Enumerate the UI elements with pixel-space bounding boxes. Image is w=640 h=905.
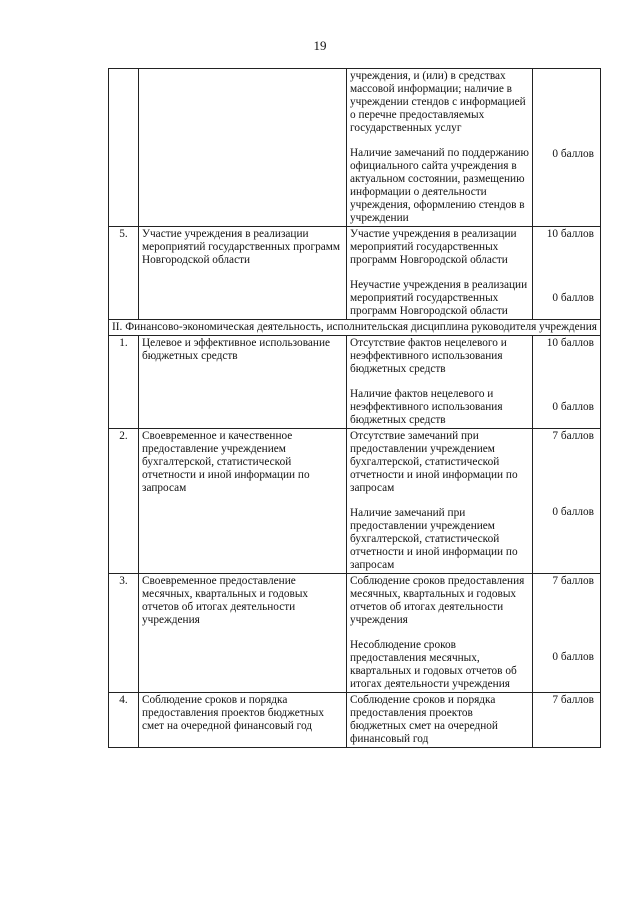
score-value: 0 баллов [552,148,594,160]
table-row [109,69,601,227]
condition-text: Наличие замечаний по поддержанию официального сайта учреждения в актуальном состоянии, размещению информации о деятельности учреждения, оформлению стендов в учреждении [350,147,529,224]
row-number [109,69,139,227]
condition-cell [347,693,533,748]
condition-text: Наличие замечаний при предоставлении учреждением бухгалтерской, статистической отчетности и иной информации по запросам [350,507,518,571]
section-heading: II. Финансово-экономическая деятельность, исполнительская дисциплина руководителя учреждения [109,320,601,336]
score-cell [533,693,601,748]
row-number: 1. [109,336,139,429]
score-value: 0 баллов [552,651,594,663]
condition-text: Участие учреждения в реализации мероприятий государственных программ Новгородской области [350,228,517,266]
row-number: 5. [109,227,139,320]
condition-text: Отсутствие фактов нецелевого и неэффективного использования бюджетных средств [350,337,507,375]
row-number: 3. [109,574,139,693]
condition-text: Несоблюдение сроков предоставления месячных, квартальных и годовых отчетов об итогах деятельности учреждения [350,639,517,690]
criterion-cell [139,69,347,227]
score-value: 7 баллов [552,694,594,706]
page-number: 19 [313,38,327,53]
condition-cell [347,336,533,429]
condition-cell [347,574,533,693]
score-value: 10 баллов [546,228,594,240]
table-row [109,429,601,574]
score-cell [533,429,601,574]
score-value: 7 баллов [552,430,594,442]
condition-text: Соблюдение сроков предоставления месячных, квартальных и годовых отчетов об итогах деятельности учреждения [350,575,525,626]
score-cell [533,336,601,429]
condition-text: Соблюдение сроков и порядка предоставления проектов бюджетных смет на очередной финансовый год [350,694,498,745]
score-value: 7 баллов [552,575,594,587]
criterion-cell: Соблюдение сроков и порядка предоставления проектов бюджетных смет на очередной финансовый год [139,693,347,748]
condition-cell [347,429,533,574]
criterion-cell: Целевое и эффективное использование бюджетных средств [139,336,347,429]
score-value [536,70,594,148]
criterion-cell: Своевременное предоставление месячных, квартальных и годовых отчетов об итогах деятельности учреждения [139,574,347,693]
table-row [109,227,601,320]
condition-cell [347,69,533,227]
condition-text: учреждения, и (или) в средствах массовой информации; наличие в учреждении стендов с информацией о перечне предоставляемых государственных услуг [350,70,526,134]
criterion-cell: Участие учреждения в реализации мероприятий государственных программ Новгородской области [139,227,347,320]
condition-cell [347,227,533,320]
score-cell [533,69,601,227]
score-value: 0 баллов [552,401,594,413]
score-value: 10 баллов [546,337,594,349]
table-row [109,574,601,693]
score-cell [533,574,601,693]
table-row [109,336,601,429]
score-cell [533,227,601,320]
table-row [109,693,601,748]
condition-text: Неучастие учреждения в реализации мероприятий государственных программ Новгородской области [350,279,528,317]
row-number: 2. [109,429,139,574]
score-value: 0 баллов [552,506,594,518]
row-number: 4. [109,693,139,748]
criterion-cell: Своевременное и качественное предоставление учреждением бухгалтерской, статистической отчетности и иной информации по запросам [139,429,347,574]
criteria-table [108,68,601,748]
section-row [109,320,601,336]
condition-text: Отсутствие замечаний при предоставлении учреждением бухгалтерской, статистической отчетности и иной информации по запросам [350,430,518,494]
score-value: 0 баллов [552,292,594,304]
condition-text: Наличие фактов нецелевого и неэффективного использования бюджетных средств [350,388,503,426]
